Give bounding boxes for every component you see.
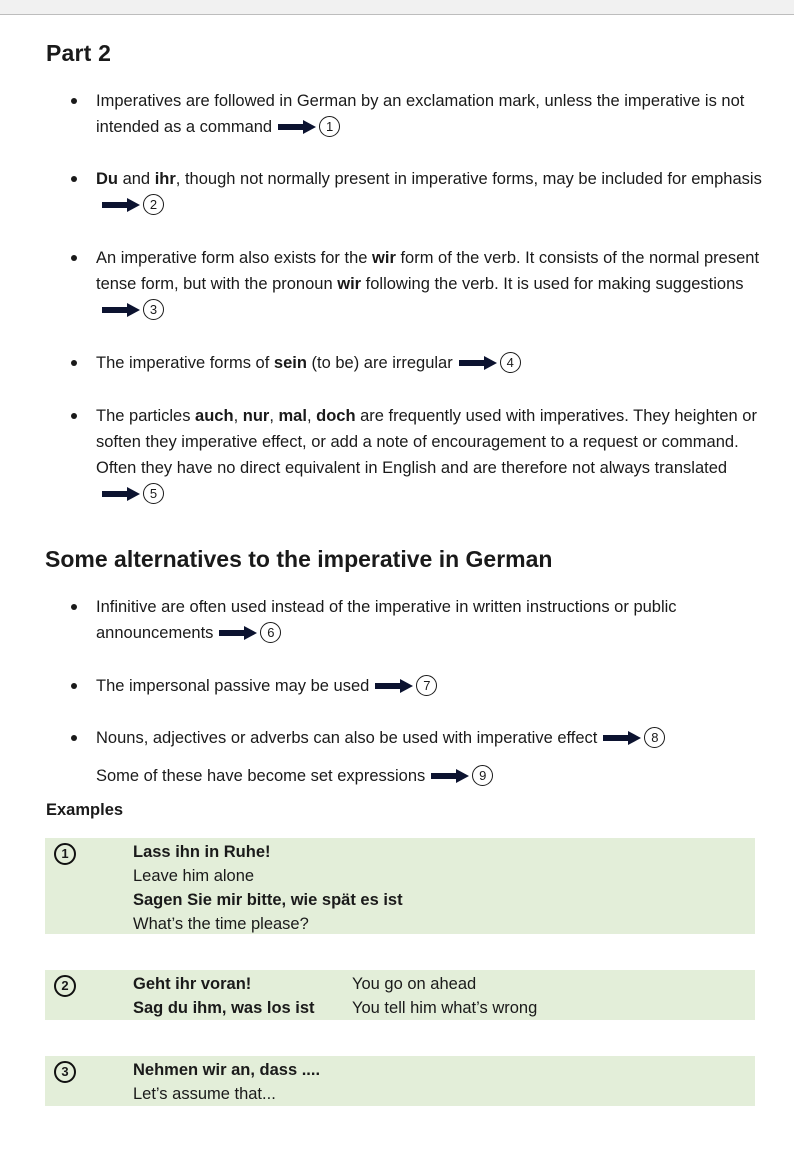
reference-number-8: 8: [644, 727, 665, 748]
part-title: Part 2: [46, 40, 112, 66]
reference-number-1: 1: [319, 116, 340, 137]
reference-number-2: 2: [143, 194, 164, 215]
bold-term: auch: [195, 407, 234, 425]
reference-number-4: 4: [500, 352, 521, 373]
example-german-column: [133, 840, 403, 936]
right-arrow-icon: [102, 198, 140, 212]
set-expressions-text: Some of these have become set expressions: [96, 767, 426, 785]
bold-term: wir: [337, 275, 362, 293]
bullet-text: (to be) are irregular: [306, 354, 453, 372]
window-top-bar: [0, 0, 794, 15]
bullet-text: Infinitive are often used instead of the imperative in written instructions or public announcements: [96, 598, 677, 642]
bullet-nouns-adjectives: [96, 725, 768, 751]
bullet-du-ihr-emphasis: [96, 166, 768, 218]
german-phrase: Nehmen wir an, dass ....: [133, 1061, 321, 1079]
bullet-text: An imperative form also exists for the: [96, 249, 373, 267]
bullet-text: The imperative forms of: [96, 354, 274, 372]
right-arrow-icon: [459, 356, 497, 370]
bullet-text: are frequently used with imperatives. They heighten or soften they imperative effect, or add a note of encouragement to a request or command. Often they have no direct equivalent in English and are therefore not always translated: [96, 407, 757, 477]
english-translation: Leave him alone: [133, 867, 255, 885]
english-translation: What’s the time please?: [133, 915, 309, 933]
bullet-text: The impersonal passive may be used: [96, 677, 370, 695]
right-arrow-icon: [375, 679, 413, 693]
example-number-badge: 2: [54, 975, 76, 997]
bullet-particles: [96, 403, 768, 507]
english-translation: You tell him what’s wrong: [352, 999, 538, 1017]
english-translation: You go on ahead: [352, 975, 477, 993]
bullet-text: Imperatives are followed in German by an exclamation mark, unless the imperative is not intended as a command: [96, 92, 745, 136]
english-translation: Let’s assume that...: [133, 1085, 276, 1103]
bullet-text: Nouns, adjectives or adverbs can also be used with imperative effect: [96, 729, 598, 747]
right-arrow-icon: [102, 487, 140, 501]
examples-label: Examples: [46, 801, 124, 819]
right-arrow-icon: [603, 731, 641, 745]
reference-number-6: 6: [260, 622, 281, 643]
bold-term: mal: [278, 407, 307, 425]
german-phrase: Lass ihn in Ruhe!: [133, 843, 271, 861]
bullet-exclamation-mark: [96, 88, 768, 140]
bold-term: doch: [316, 407, 356, 425]
bullet-impersonal-passive: [96, 673, 768, 699]
bullet-text: ,: [269, 407, 279, 425]
reference-number-5: 5: [143, 483, 164, 504]
set-expressions-line: [96, 763, 768, 789]
right-arrow-icon: [102, 303, 140, 317]
right-arrow-icon: [278, 120, 316, 134]
german-phrase: Sag du ihm, was los ist: [133, 999, 315, 1017]
bullet-text: form of the verb. It consists of the normal present tense form, but with the pronoun: [96, 249, 760, 293]
example-box-2: [45, 970, 755, 1020]
example-english-column: [352, 972, 537, 1020]
bullet-text: , though not normally present in imperative forms, may be included for emphasis: [175, 170, 762, 188]
example-german-column: [133, 1058, 320, 1106]
bold-term: Du: [96, 170, 118, 188]
bullet-sein-irregular: [96, 350, 768, 376]
example-box-1: [45, 838, 755, 934]
bullet-text: following the verb. It is used for making suggestions: [361, 275, 744, 293]
german-phrase: Geht ihr voran!: [133, 975, 252, 993]
reference-number-9: 9: [472, 765, 493, 786]
example-number-badge: 3: [54, 1061, 76, 1083]
bullet-infinitive: [96, 594, 768, 646]
bold-term: nur: [242, 407, 270, 425]
right-arrow-icon: [219, 626, 257, 640]
bullet-text: and: [118, 170, 155, 188]
bullet-wir-form: [96, 245, 768, 323]
example-number-badge: 1: [54, 843, 76, 865]
reference-number-3: 3: [143, 299, 164, 320]
bold-term: wir: [372, 249, 396, 267]
example-german-column: [133, 972, 315, 1020]
bullet-text: ,: [233, 407, 243, 425]
bullet-text: ,: [306, 407, 317, 425]
right-arrow-icon: [431, 769, 469, 783]
reference-number-7: 7: [416, 675, 437, 696]
bold-term: ihr: [154, 170, 176, 188]
german-phrase: Sagen Sie mir bitte, wie spät es ist: [133, 891, 403, 909]
bullet-text: The particles: [96, 407, 196, 425]
bold-term: sein: [273, 354, 307, 372]
example-box-3: [45, 1056, 755, 1106]
alternatives-heading: Some alternatives to the imperative in German: [45, 546, 553, 572]
